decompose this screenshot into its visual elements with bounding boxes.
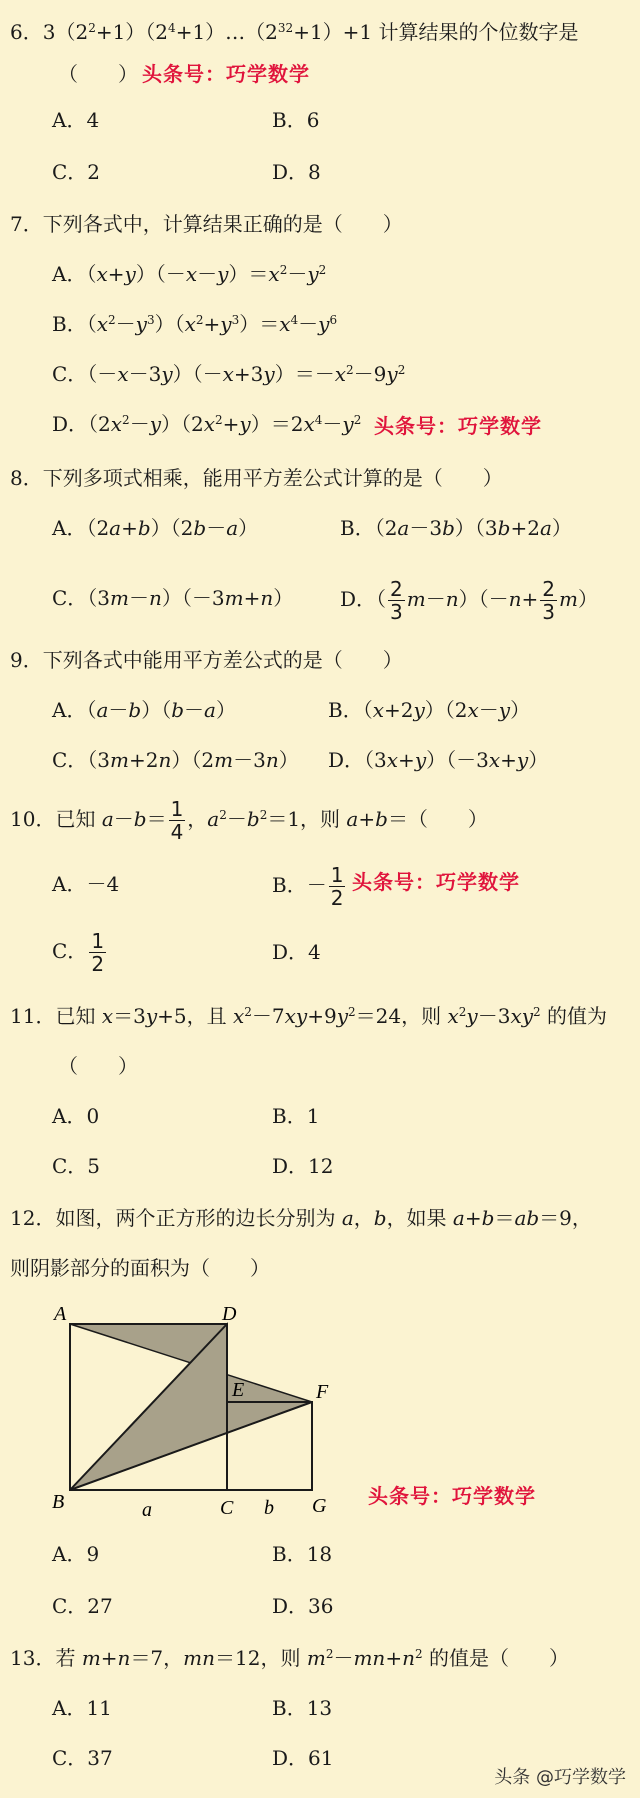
- q7-option-a: A．$(x+y)(-x-y)=x^2-y^2$: [52, 262, 327, 286]
- q7-option-b: B．$(x^2-y^3)(x^2+y^3)=x^4-y^6$: [52, 312, 338, 336]
- question-10-stem: 10．已知 a－b＝ $\frac{1}{4}$ ，$a^2-b^2=1$，则 a+b＝（ ）: [10, 797, 488, 844]
- question-11-stem: 11．已知 x＝3y+5，且 $x^2-7xy+9y^2=24$，则 $x^2y-3xy^2$ 的值为: [10, 1004, 608, 1028]
- q9-option-a: A．（a－b）（b－a）: [52, 698, 236, 722]
- label-a-point: A: [54, 1303, 67, 1325]
- label-c-point: C: [220, 1497, 234, 1519]
- watermark-text: 头条号：巧学数学: [374, 414, 542, 438]
- q13-option-c: C．37: [52, 1746, 113, 1770]
- q11-option-c: C．5: [52, 1154, 101, 1178]
- q8-option-c: C．（3m－n）（－3m+n）: [52, 586, 294, 610]
- q6-option-d: D．8: [272, 160, 321, 184]
- label-f-point: F: [316, 1381, 329, 1403]
- q10-option-c: C． $\frac{1}{2}$: [52, 929, 105, 976]
- q12-option-d: D．36: [272, 1594, 334, 1618]
- q10-option-b: B．－ $\frac{1}{2}$: [272, 863, 344, 910]
- q8-option-b: B．（2a－3b）（3b+2a）: [340, 516, 572, 540]
- watermark-text: 头条号：巧学数学: [368, 1484, 536, 1508]
- q10-option-d: D．4: [272, 940, 321, 964]
- q9-option-c: C．（3m+2n）（2m－3n）: [52, 748, 299, 772]
- fraction-two-thirds: $\frac{2}{3}$: [390, 577, 403, 624]
- q6-option-b: B．6: [272, 108, 320, 132]
- two-squares-diagram: [50, 1300, 350, 1530]
- q7-option-d: D．$(2x^2-y)(2x^2+y)=2x^4-y^2$: [52, 412, 362, 436]
- question-11-blank: （ ）: [58, 1054, 138, 1078]
- watermark-text: 头条号：巧学数学: [352, 870, 520, 894]
- q6-option-a: A．4: [52, 108, 100, 132]
- q9-option-d: D．（3x+y）（－3x+y）: [328, 748, 549, 772]
- q6-option-c: C．2: [52, 160, 101, 184]
- fraction-one-quarter: $\frac{1}{4}$: [170, 797, 184, 844]
- fraction-one-half: $\frac{1}{2}$: [91, 929, 105, 976]
- label-g-point: G: [312, 1495, 327, 1517]
- fraction-two-thirds: $\frac{2}{3}$: [542, 577, 556, 624]
- question-6-blank: （ ）: [58, 62, 138, 86]
- question-7-stem: 7．下列各式中，计算结果正确的是（ ）: [10, 212, 403, 236]
- label-b-side: b: [264, 1497, 274, 1519]
- question-8-stem: 8．下列多项式相乘，能用平方差公式计算的是（ ）: [10, 466, 503, 490]
- q11-option-b: B．1: [272, 1104, 320, 1128]
- fraction-one-half: $\frac{1}{2}$: [330, 863, 344, 910]
- q10-option-a: A．－4: [52, 872, 120, 896]
- q11-option-a: A．0: [52, 1104, 100, 1128]
- label-b-point: B: [52, 1491, 65, 1513]
- q7-option-c: C．$(-x-3y)(-x+3y)=-x^2-9y^2$: [52, 362, 406, 386]
- q13-option-d: D．61: [272, 1746, 334, 1770]
- q12-option-b: B．18: [272, 1542, 333, 1566]
- label-e-point: E: [232, 1379, 245, 1401]
- question-6-stem: 6．$3(2^2+1)(2^4+1)\dots(2^{32}+1)+1$ 计算结果的个位数字是: [10, 20, 579, 44]
- watermark-text: 头条号：巧学数学: [142, 62, 310, 86]
- q9-option-b: B．（x+2y）（2x－y）: [328, 698, 531, 722]
- q8-option-a: A．（2a+b）（2b－a）: [52, 516, 259, 540]
- q12-option-a: A．9: [52, 1542, 100, 1566]
- question-13-stem: 13．若 m+n＝7，mn＝12，则 $m^2-mn+n^2$ 的值是（ ）: [10, 1646, 569, 1670]
- q13-option-b: B．13: [272, 1696, 333, 1720]
- question-12-stem: 12．如图，两个正方形的边长分别为 a，b，如果 a+b＝ab＝9，: [10, 1206, 592, 1230]
- q8-option-d: D．（ $\frac{2}{3}$ m－n）（－n+ $\frac{2}{3}$ m）: [340, 577, 598, 624]
- question-12-stem-line2: 则阴影部分的面积为（ ）: [10, 1256, 270, 1280]
- label-d-point: D: [222, 1303, 237, 1325]
- q12-option-c: C．27: [52, 1594, 113, 1618]
- footer-source-credit: 头条 @巧学数学: [494, 1767, 626, 1788]
- question-9-stem: 9．下列各式中能用平方差公式的是（ ）: [10, 648, 403, 672]
- q11-option-d: D．12: [272, 1154, 334, 1178]
- q13-option-a: A．11: [52, 1696, 112, 1720]
- label-a-side: a: [142, 1499, 152, 1521]
